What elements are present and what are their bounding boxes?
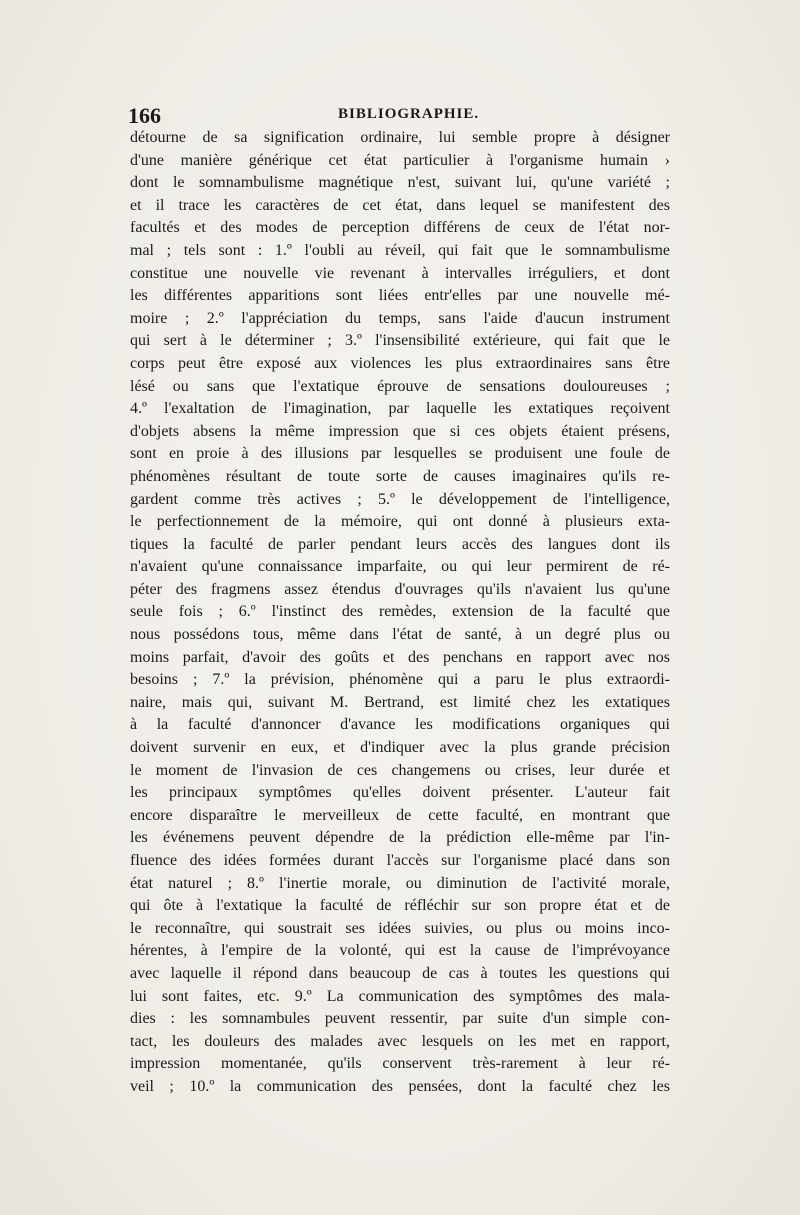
- text-line: les principaux symptômes qu'elles doivent présenter. L'auteur fait: [130, 784, 670, 802]
- text-line: corps peut être exposé aux violences les plus extraordinaires sans être: [130, 354, 670, 372]
- text-line: fluence des idées formées durant l'accès sur l'organisme placé dans son: [130, 852, 670, 869]
- text-line: le moment de l'invasion de ces changemens ou crises, leur durée et: [130, 761, 670, 779]
- text-line: dies : les somnambules peuvent ressentir, par suite d'un simple con-: [130, 1010, 670, 1028]
- text-line: veil ; 10.º la communication des pensées, dont la faculté chez les: [130, 1077, 670, 1095]
- text-line: hérentes, à l'empire de la volonté, qui est la cause de l'imprévoyance: [130, 942, 670, 960]
- text-line: seule fois ; 6.º l'instinct des remèdes, extension de la faculté que: [130, 603, 670, 621]
- body-text: [130, 127, 670, 1099]
- text-line: le perfectionnement de la mémoire, qui ont donné à plusieurs exta-: [130, 513, 670, 531]
- text-line: 4.º l'exaltation de l'imagination, par laquelle les extatiques reçoivent: [130, 400, 670, 418]
- text-line: d'objets absens la même impression que si ces objets étaient présens,: [130, 422, 670, 440]
- text-line: d'une manière générique cet état particulier à l'organisme humain ›: [130, 151, 670, 169]
- text-line: doivent survenir en eux, et d'indiquer avec la plus grande précision: [130, 739, 670, 757]
- text-line: et il trace les caractères de cet état, dans lequel se manifestent des: [130, 196, 670, 214]
- text-line: naire, mais qui, suivant M. Bertrand, est limité chez les extatiques: [130, 693, 670, 711]
- text-line: à la faculté d'annoncer d'avance les modifications organiques qui: [130, 716, 670, 734]
- text-line: moire ; 2.º l'appréciation du temps, sans l'aide d'aucun instrument: [130, 309, 670, 327]
- page-number: 166: [128, 103, 161, 128]
- text-line: phénomènes résultant de toute sorte de causes imaginaires qu'ils re-: [130, 467, 670, 485]
- text-line: mal ; tels sont : 1.º l'oubli au réveil, qui fait que le somnambulisme: [130, 241, 670, 259]
- text-line: facultés et des modes de perception différens de ceux de l'état nor-: [130, 219, 670, 237]
- text-line: lésé ou sans que l'extatique éprouve de sensations douloureuses ;: [130, 377, 670, 395]
- text-line: les événemens peuvent dépendre de la prédiction elle-même par l'in-: [130, 829, 670, 847]
- text-line: le reconnaître, qui soustrait ses idées suivies, ou plus ou moins inco-: [130, 919, 670, 937]
- text-line: constitue une nouvelle vie revenant à intervalles irréguliers, et dont: [130, 264, 670, 282]
- text-line: péter des fragmens assez étendus d'ouvrages qu'ils n'avaient lus qu'une: [130, 580, 670, 598]
- text-line: besoins ; 7.º la prévision, phénomène qui a paru le plus extraordi-: [130, 671, 670, 689]
- text-line: nous possédons tous, même dans l'état de santé, à un degré plus ou: [130, 626, 670, 644]
- running-title: BIBLIOGRAPHIE.: [338, 106, 480, 122]
- text-line: détourne de sa signification ordinaire, lui semble propre à désigner: [130, 129, 670, 146]
- text-line: tiques la faculté de parler pendant leurs accès des langues dont ils: [130, 535, 670, 553]
- text-line: qui sert à le déterminer ; 3.º l'insensibilité extérieure, qui fait que le: [130, 332, 670, 350]
- text-line: encore disparaître le merveilleux de cette faculté, en montrant que: [130, 806, 670, 824]
- text-line: dont le somnambulisme magnétique n'est, suivant lui, qu'une variété ;: [130, 174, 670, 192]
- text-line: tact, les douleurs des malades avec lesquels on les met en rapport,: [130, 1032, 670, 1050]
- text-line: qui ôte à l'extatique la faculté de réfléchir sur son propre état et de: [130, 897, 670, 915]
- text-line: les différentes apparitions sont liées entr'elles par une nouvelle mé-: [130, 287, 670, 305]
- text-line: sont en proie à des illusions par lesquelles se produisent une foule de: [130, 445, 670, 463]
- text-line: lui sont faites, etc. 9.º La communication des symptômes des mala-: [130, 987, 670, 1005]
- text-line: n'avaient qu'une connaissance imparfaite, ou qui leur permirent de ré-: [130, 558, 670, 576]
- text-line: état naturel ; 8.º l'inertie morale, ou diminution de l'activité morale,: [130, 874, 670, 892]
- text-line: moins parfait, d'avoir des goûts et des penchans en rapport avec nos: [130, 648, 670, 666]
- text-line: impression momentanée, qu'ils conservent très-rarement à leur ré-: [130, 1055, 670, 1073]
- page-header: [128, 103, 670, 127]
- text-line: avec laquelle il répond dans beaucoup de cas à toutes les questions qui: [130, 964, 670, 982]
- text-line: gardent comme très actives ; 5.º le développement de l'intelligence,: [130, 490, 670, 508]
